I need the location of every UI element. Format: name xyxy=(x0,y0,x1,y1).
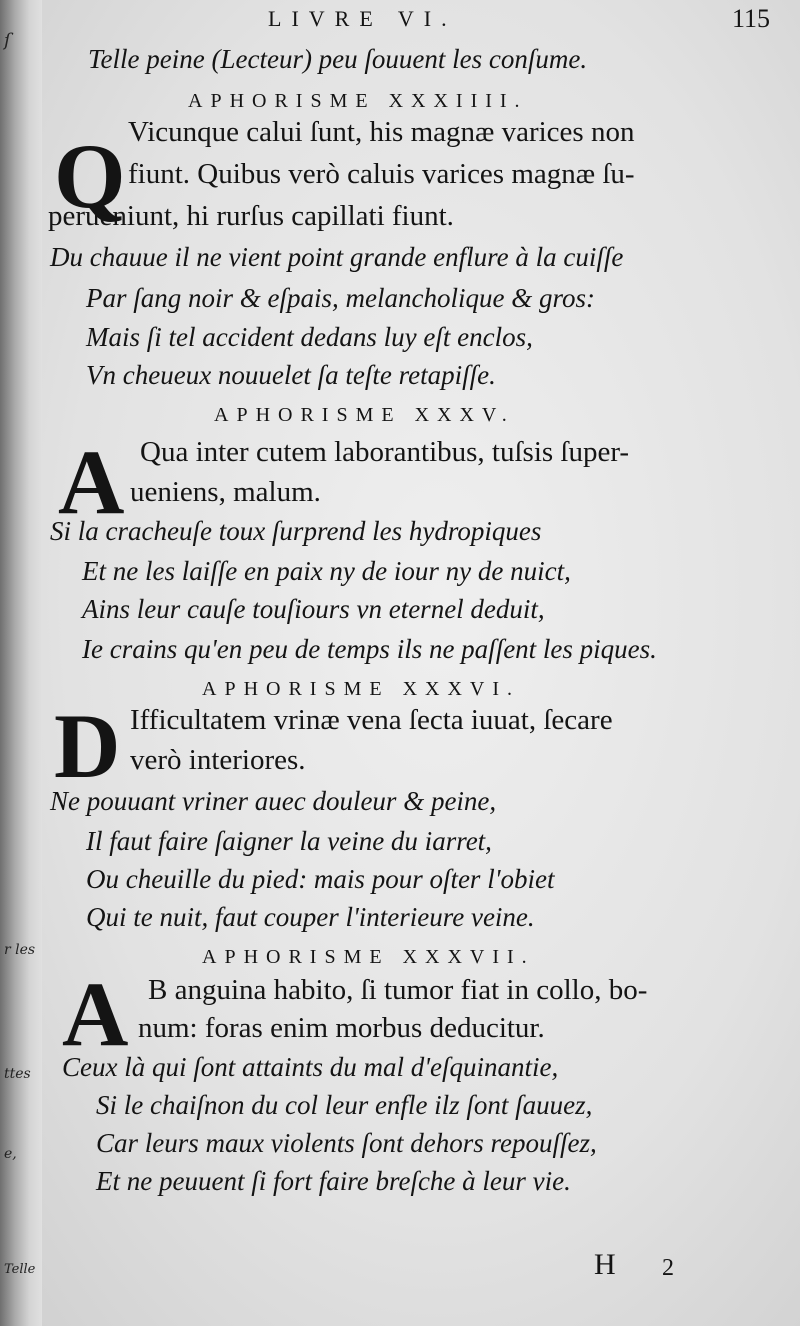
verse-line: Et ne les laiſſe en paix ny de iour ny de nuict, xyxy=(82,556,571,586)
latin-line: num: foras enim morbus deducitur. xyxy=(138,1012,545,1044)
drop-cap: D xyxy=(54,695,121,797)
verse-line: Par ſang noir & eſpais, melancholique & gros: xyxy=(86,283,595,313)
verse-line: Qui te nuit, faut couper l'interieure veine. xyxy=(86,902,535,932)
verse-line: Ceux là qui ſont attaints du mal d'eſquinantie, xyxy=(62,1052,559,1082)
latin-line: perueniunt, hi rurſus capillati fiunt. xyxy=(48,200,454,232)
verse-line: Si la cracheuſe toux ſurprend les hydropiques xyxy=(50,516,542,546)
facing-page-fragment: ſ xyxy=(4,30,11,51)
signature-letter: H xyxy=(594,1248,616,1281)
verse-line: Si le chaiſnon du col leur enfle ilz ſont ſauuez, xyxy=(96,1090,593,1120)
page-header xyxy=(48,4,778,34)
signature-number: 2 xyxy=(662,1255,674,1281)
drop-cap: A xyxy=(62,963,129,1065)
verse-line: Et ne peuuent ſi fort faire breſche à leur vie. xyxy=(96,1166,571,1196)
page-content xyxy=(48,0,778,1326)
verse-line: Vn cheueux nouuelet ſa teſte retapiſſe. xyxy=(86,360,496,390)
latin-line: ueniens, malum. xyxy=(130,476,321,508)
running-head: LIVRE VI. xyxy=(268,6,457,31)
verse-line: Ains leur cauſe touſiours vn eternel deduit, xyxy=(82,594,545,624)
verse-line: Ou cheuille du pied: mais pour oſter l'obiet xyxy=(86,864,555,894)
page-gutter xyxy=(0,0,42,1326)
latin-line: Ifficultatem vrinæ vena ſecta iuuat, ſecare xyxy=(130,704,613,736)
verse-line: Il faut faire ſaigner la veine du iarret, xyxy=(86,826,492,856)
verse-line: Du chauue il ne vient point grande enflure à la cuiſſe xyxy=(50,242,624,272)
facing-page-fragment: ttes xyxy=(4,1066,31,1082)
aphorism-heading: APHORISME XXXVI. xyxy=(202,678,521,700)
latin-line: Qua inter cutem laborantibus, tuſsis ſuper- xyxy=(140,436,630,468)
aphorism-heading: APHORISME XXXVII. xyxy=(202,946,535,968)
page-number: 115 xyxy=(731,4,770,33)
verse-line: Mais ſi tel accident dedans luy eſt enclos, xyxy=(86,322,533,352)
verse-line: Car leurs maux violents ſont dehors repouſſez, xyxy=(96,1128,597,1158)
aphorism-heading: APHORISME XXXV. xyxy=(214,404,515,426)
facing-page-fragment: Telle xyxy=(4,1262,36,1277)
aphorism-heading: APHORISME XXXIIII. xyxy=(188,90,528,112)
verse-line: Ie crains qu'en peu de temps ils ne paſſent les piques. xyxy=(82,634,657,664)
latin-line: verò interiores. xyxy=(130,744,306,776)
intro-verse-line: Telle peine (Lecteur) peu ſouuent les conſume. xyxy=(88,44,588,74)
drop-cap: A xyxy=(58,431,125,533)
latin-line: Vicunque calui ſunt, his magnæ varices non xyxy=(128,116,635,148)
facing-page-fragment: e, xyxy=(4,1146,17,1162)
latin-line: fiunt. Quibus verò caluis varices magnæ ſu- xyxy=(128,158,635,190)
facing-page-fragment: r les xyxy=(4,942,36,958)
verse-line: Ne pouuant vriner auec douleur & peine, xyxy=(50,786,497,816)
latin-line: B anguina habito, ſi tumor fiat in collo, bo- xyxy=(148,974,648,1006)
drop-cap: Q xyxy=(54,125,126,227)
